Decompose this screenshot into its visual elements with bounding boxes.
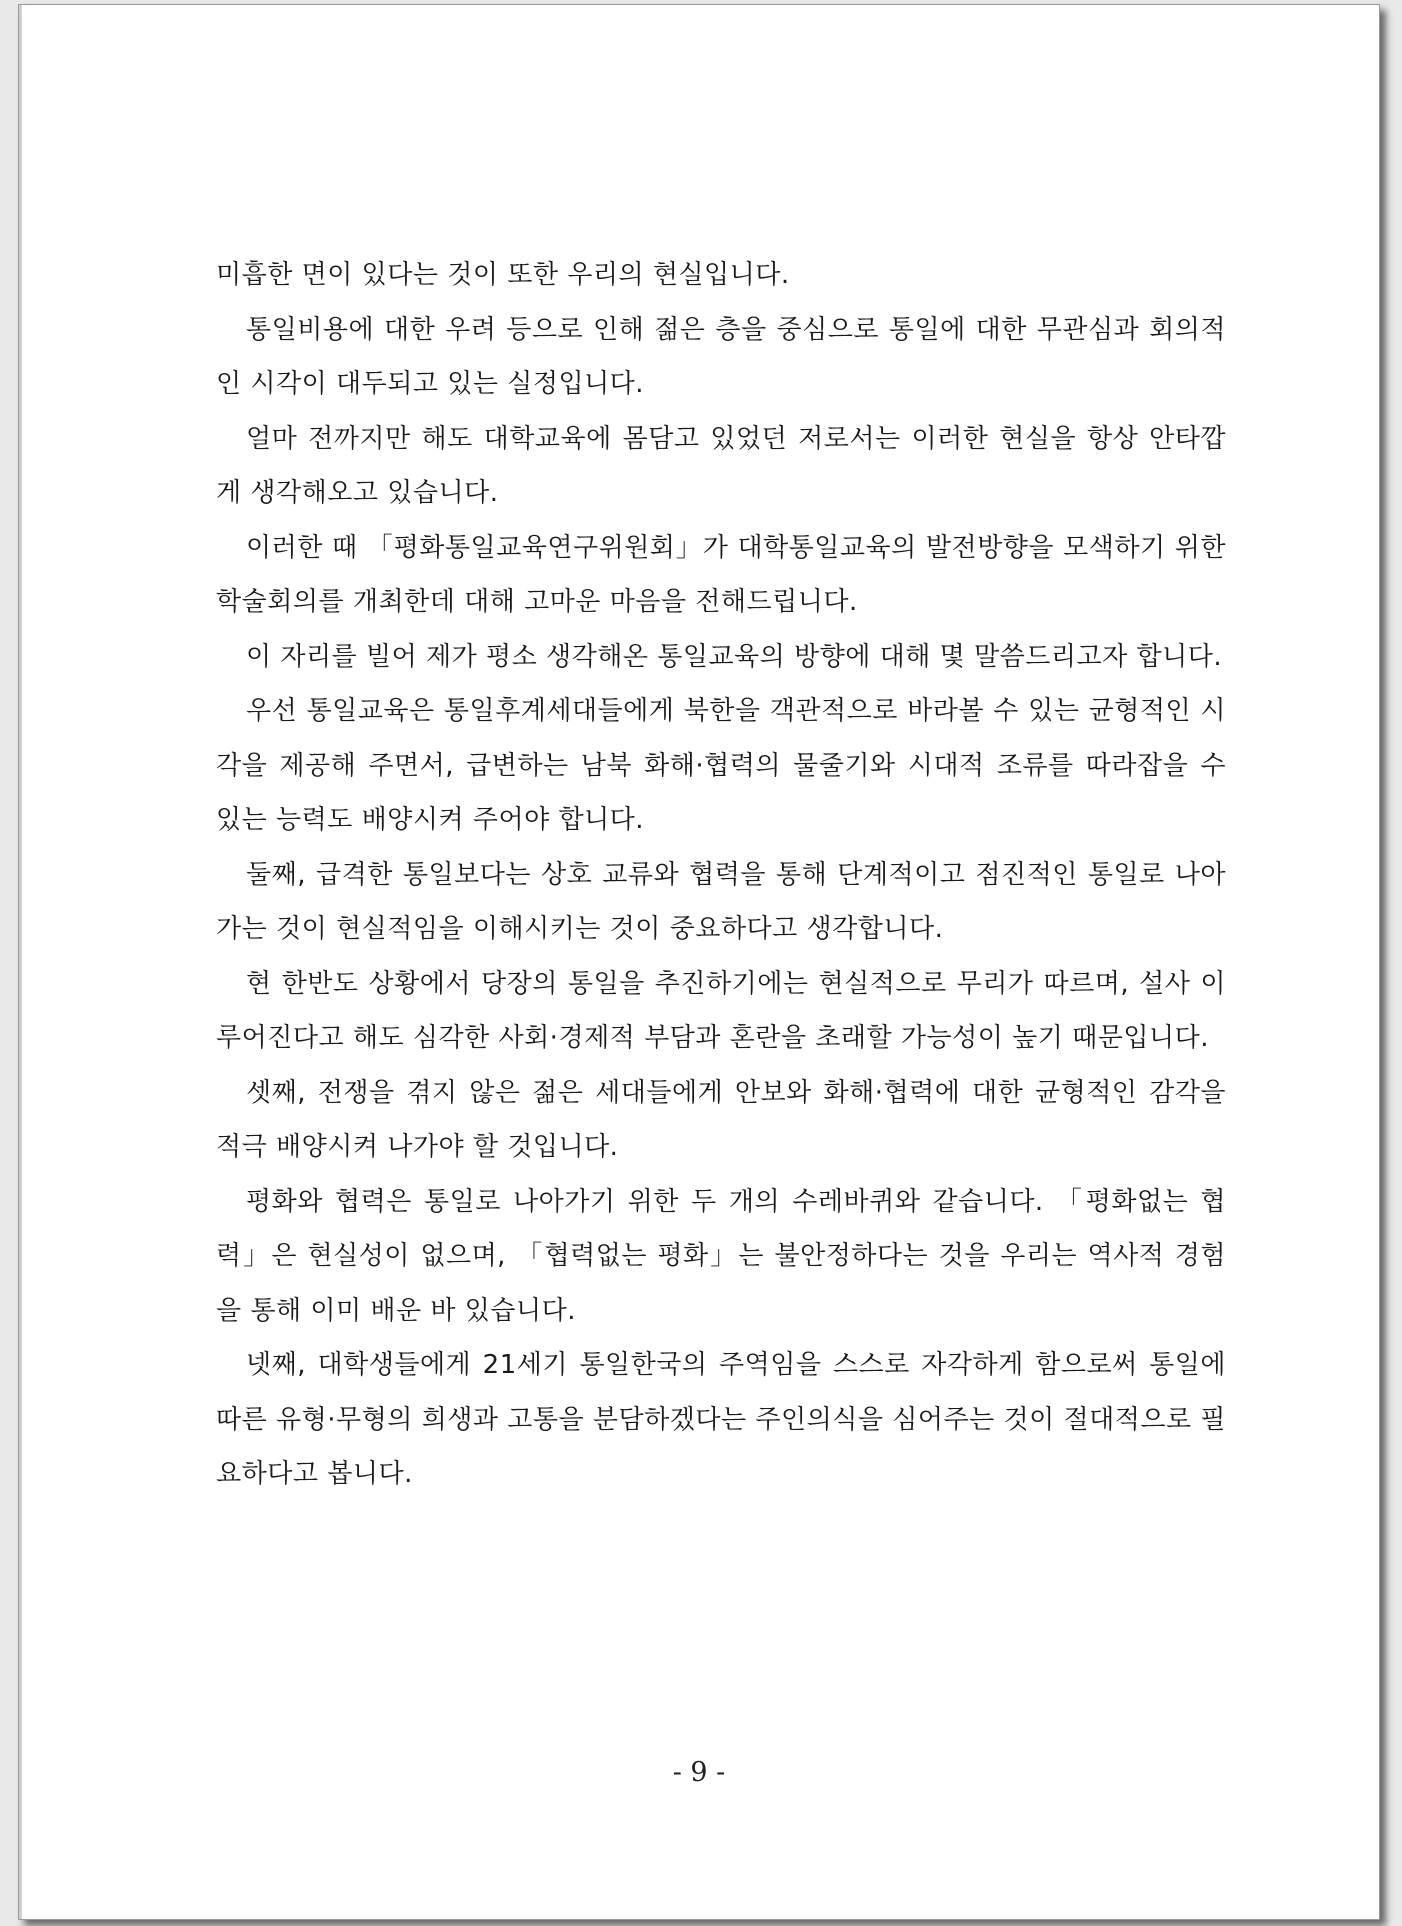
paragraph: 얼마 전까지만 해도 대학교육에 몸담고 있었던 저로서는 이러한 현실을 항상 안타깝게 생각해오고 있습니다. — [216, 423, 1226, 508]
paragraph: 둘째, 급격한 통일보다는 상호 교류와 협력을 통해 단계적이고 점진적인 통일로 나아가는 것이 현실적임을 이해시키는 것이 중요하다고 생각합니다. — [216, 859, 1226, 944]
body-text — [216, 248, 1226, 1502]
paragraph: 평화와 협력은 통일로 나아가기 위한 두 개의 수레바퀴와 같습니다. 「평화없는 협력」은 현실성이 없으며, 「협력없는 평화」는 불안정하다는 것을 우리는 역사적 경험을 통해 이미 배운 바 있습니다. — [216, 1186, 1226, 1326]
paragraph: 이 자리를 빌어 제가 평소 생각해온 통일교육의 방향에 대해 몇 말씀드리고자 합니다. — [246, 641, 1223, 672]
paragraph: 우선 통일교육은 통일후계세대들에게 북한을 객관적으로 바라볼 수 있는 균형적인 시각을 제공해 주면서, 급변하는 남북 화해·협력의 물줄기와 시대적 조류를 따라잡을 수 있는 능력도 배양시켜 주어야 합니다. — [216, 696, 1226, 835]
page-edge — [19, 5, 22, 1919]
page-number: - 9 - — [672, 1757, 726, 1788]
document-page — [18, 4, 1380, 1920]
paragraph: 셋째, 전쟁을 겪지 않은 젊은 세대들에게 안보와 화해·협력에 대한 균형적인 감각을 적극 배양시켜 나가야 할 것입니다. — [216, 1077, 1226, 1162]
paragraph: 미흡한 면이 있다는 것이 또한 우리의 현실입니다. — [216, 260, 790, 290]
paragraph: 현 한반도 상황에서 당장의 통일을 추진하기에는 현실적으로 무리가 따르며, 설사 이루어진다고 해도 심각한 사회·경제적 부담과 혼란을 초래할 가능성이 높기 때문입니다. — [216, 968, 1226, 1053]
paragraph: 통일비용에 대한 우려 등으로 인해 젊은 층을 중심으로 통일에 대한 무관심과 회의적인 시각이 대두되고 있는 실정입니다. — [216, 314, 1226, 399]
paragraph: 넷째, 대학생들에게 21세기 통일한국의 주역임을 스스로 자각하게 함으로써 통일에 따른 유형·무형의 희생과 고통을 분담하겠다는 주인의식을 심어주는 것이 절대적으로 필요하다고 봅니다. — [216, 1350, 1226, 1489]
paragraph: 이러한 때 「평화통일교육연구위원회」가 대학통일교육의 발전방향을 모색하기 위한 학술회의를 개최한데 대해 고마운 마음을 전해드립니다. — [216, 532, 1226, 617]
